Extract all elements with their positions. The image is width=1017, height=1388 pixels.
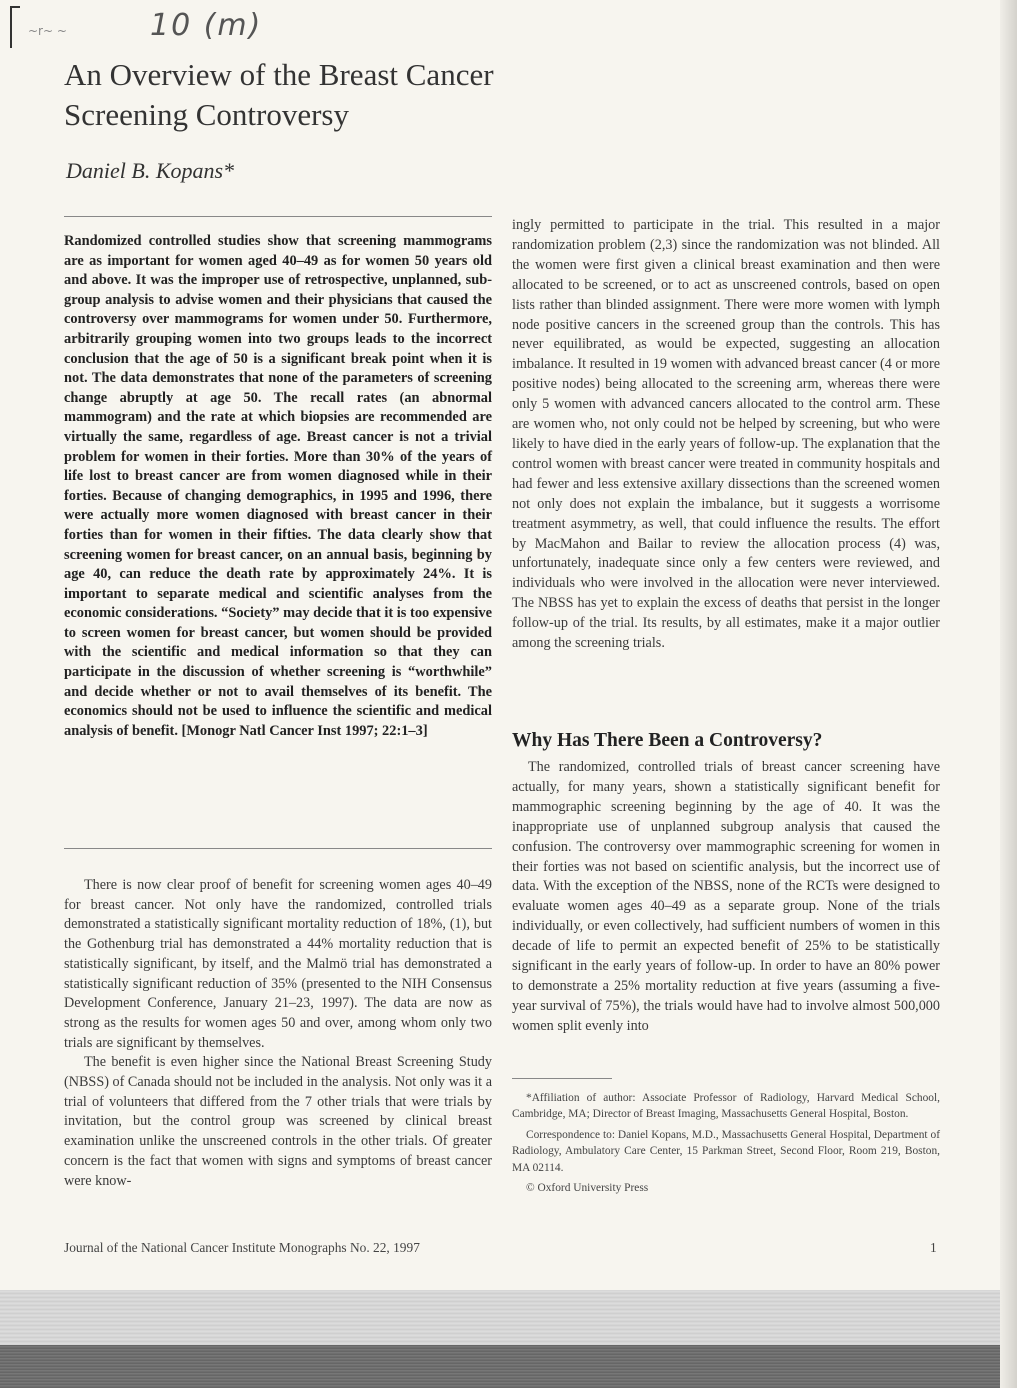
abstract-bottom-rule <box>64 848 492 849</box>
footnote-correspondence: Correspondence to: Daniel Kopans, M.D., Massachusetts General Hospital, Department of Radiology, Ambulatory Care Center, 15 Parkman Street, Second Floor, Room 219, Boston, MA 02114. <box>512 1128 940 1174</box>
body-left-column <box>64 876 492 1191</box>
body-right-column <box>512 216 940 654</box>
page-number: 1 <box>930 1240 937 1255</box>
article-title <box>64 55 624 135</box>
abstract: Randomized controlled studies show that screening mammograms are as important for women aged 40–49 as for women 50 years old and above. It was the improper use of retrospective, unplanned, sub-group analysis to advise women and their physicians that caused the controversy over mammograms for women under 50. Furthermore, arbitrarily grouping women into two groups leads to the incorrect conclusion that the age of 50 is a significant break point when it is not. The data demonstrates that none of the parameters of screening change abruptly at age 50. The recall rates (an abnormal mammogram) and the rate at which biopsies are recommended are virtually the same, regardless of age. Breast cancer is not a trivial problem for women in their forties. More than 30% of the years of life lost to breast cancer are from women diagnosed while in their forties. Because of changing demographics, in 1995 and 1996, there were actually more women diagnosed with breast cancer in their forties than for women in their fifties. The data clearly show that screening women for breast cancer, on an annual basis, beginning by age 40, can reduce the death rate by approximately 24%. It is important to separate medical and scientific analyses from the economic considerations. “Society” may decide that it is too expensive to screen women for breast cancer, but women should be provided with the scientific and medical information so that they can participate in the discussion of whether screening is “worthwhile” and decide whether or not to avail themselves of its benefit. The economics should not be used to influence the scientific and medical analysis of benefit. [Monogr Natl Cancer Inst 1997; 22:1–3] <box>64 233 492 739</box>
abstract-top-rule <box>64 216 492 217</box>
paragraph: There is now clear proof of benefit for screening women ages 40–49 for breast cancer. Not only have the randomized, controlled trials demonstrated a statistically significant mortality reduction of 18%, (1), but the Gothenburg trial has demonstrated a 44% mortality reduction that is statistically significant, by itself, and the Malmö trial has demonstrated a statistically significant reduction of 35% (presented to the NIH Consensus Development Conference, January 21–23, 1997). The data are now as strong as the results for women ages 50 and over, among whom only two trials are significant by themselves. <box>64 877 492 1051</box>
scan-corner-mark <box>10 6 20 48</box>
paragraph: ingly permitted to participate in the trial. This resulted in a major randomization problem (2,3) since the randomization was not blinded. All the women were first given a clinical breast examination and then were allocated to be screened, or to act as unscreened controls, based on open lists rather than blinded assignment. There were more women with lymph node positive cancers in the screened group than the controls. This has never equilibrated, as would be expected, suggesting an allocation imbalance. It resulted in 19 women with advanced breast cancer (4 or more positive nodes) being allocated to the screening arm, whereas there were only 5 women with advanced cancers allocated to the control arm. These are women who, not only could not be helped by screening, but who were likely to have died in the early years of follow-up. The explanation that the control women with breast cancer were treated in community hospitals and had fewer and less extensive axillary dissections than the screened women not only does not explain the imbalance, but it suggests a worrisome treatment asymmetry, as well, that could influence the results. The effort by MacMahon and Bailar to review the allocation process (4) was, unfortunately, inadequate since only a few centers were reviewed, and individuals who were involved in the allocation were never interviewed. The NBSS has yet to explain the excess of deaths that persist in the longer follow-up of the trial. Its results, by all estimates, make it a major outlier among the screening trials. <box>512 217 940 652</box>
section-heading: Why Has There Been a Controversy? <box>512 730 823 751</box>
title-line-1: An Overview of the Breast Cancer <box>64 57 494 92</box>
footnotes <box>512 1090 940 1200</box>
scanner-edge-shadow <box>0 1345 1017 1388</box>
author-name: Daniel B. Kopans* <box>66 158 235 183</box>
title-line-2: Screening Controversy <box>64 97 349 132</box>
pen-scribble: ~r~ ~ <box>28 24 67 38</box>
footnote-copyright: © Oxford University Press <box>526 1182 649 1195</box>
handwritten-annotation: 10 (m) <box>150 8 263 43</box>
journal-footer: Journal of the National Cancer Institute Monographs No. 22, 1997 <box>64 1240 420 1255</box>
footnote-affiliation: *Affiliation of author: Associate Professor of Radiology, Harvard Medical School, Cambridge, MA; Director of Breast Imaging, Massachusetts General Hospital, Boston. <box>512 1092 940 1121</box>
footnote-rule <box>512 1078 612 1079</box>
paragraph: The randomized, controlled trials of breast cancer screening have actually, for many years, shown a statistically significant benefit for mammographic screening beginning by the age of 40. It was the inappropriate use of unplanned subgroup analysis that caused the confusion. The controversy over mammographic screening for women in their forties was not based on scientific analysis, but the incorrect use of data. With the exception of the NBSS, none of the RCTs were designed to evaluate women ages 40–49 as a separate group. None of the trials individually, or even collectively, had sufficient numbers of women in this decade of life to permit an expected benefit of 25% to be statistically significant in the early years of follow-up. In order to have an 80% power to demonstrate a 25% mortality reduction at five years (assuming a five-year survival of 75%), the trials would have had to involve almost 500,000 women split evenly into <box>512 759 940 1034</box>
section-body <box>512 758 940 1037</box>
page-edge-shadow <box>1000 0 1017 1388</box>
paragraph: The benefit is even higher since the National Breast Screening Study (NBSS) of Canada should not be included in the analysis. Not only was it a trial of volunteers that differed from the 7 other trials that were trials by invitation, but the control group was screened by clinical breast examination unlike the unscreened controls in the other trials. Of greater concern is the fact that women with signs and symptoms of breast cancer were know- <box>64 1054 492 1189</box>
